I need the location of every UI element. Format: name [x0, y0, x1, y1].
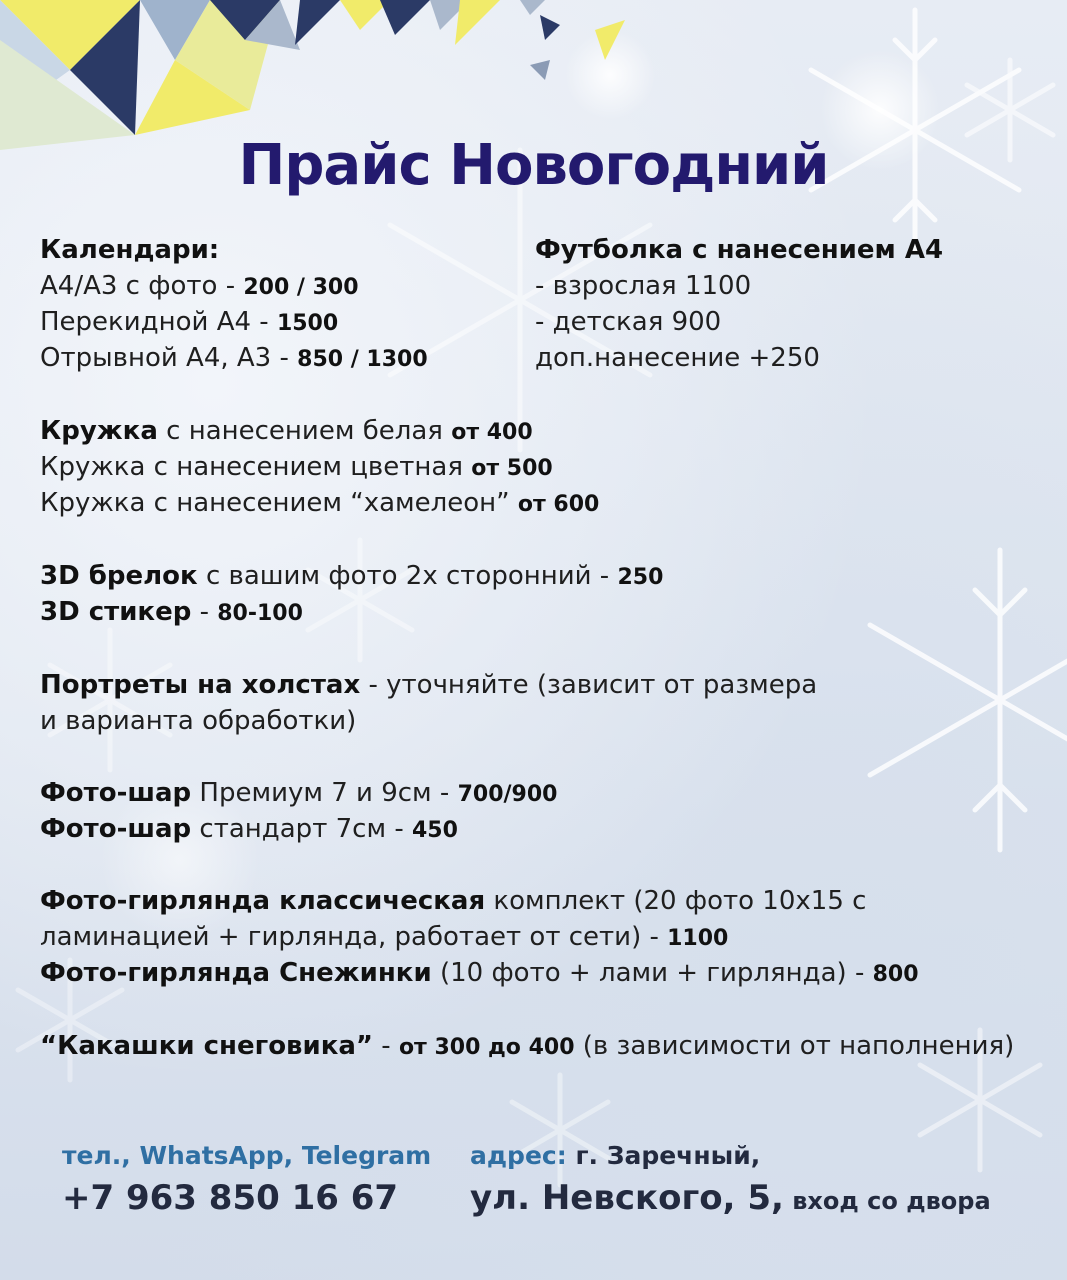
row-bold: 3D стикер [40, 597, 192, 627]
snowman-row [40, 1028, 1014, 1066]
row-text: ламинацией + гирлянда, работает от сети) - [40, 922, 668, 952]
tshirt-heading-text: Футболка с нанесением А4 [535, 235, 944, 265]
row-text-tail: (в зависимости от наполнения) [574, 1031, 1015, 1061]
row-bold: Кружка [40, 416, 158, 446]
row-bold: Фото-гирлянда классическая [40, 886, 486, 916]
calendar-a4-a3-row [40, 268, 359, 306]
calendar-tearoff-row [40, 340, 428, 378]
row-text: Премиум 7 и 9см - [191, 778, 458, 808]
row-bold: “Какашки снеговика” [40, 1031, 374, 1061]
row-price: 80-100 [217, 601, 303, 626]
address-line-1 [470, 1141, 760, 1170]
row-text: - уточняйте (зависит от размера [360, 670, 818, 700]
row-price: 800 [872, 962, 919, 987]
row-price: 700/900 [457, 782, 558, 807]
row-bold: 3D брелок [40, 561, 198, 591]
garland-snowflake-row [40, 955, 919, 993]
tshirt-extra-row: доп.нанесение +250 [535, 343, 820, 373]
page-title: Прайс Новогодний [238, 133, 829, 198]
row-price: 1100 [667, 926, 729, 951]
garland-classic-row [40, 883, 866, 919]
tshirt-adult-row: - взрослая 1100 [535, 271, 752, 301]
row-price: от 500 [471, 456, 553, 481]
row-text: (10 фото + лами + гирлянда) - [431, 958, 873, 988]
sticker-row [40, 594, 303, 632]
row-bold: Фото-гирлянда Снежинки [40, 958, 432, 988]
row-price: 1500 [276, 311, 339, 336]
row-text: комплект (20 фото 10х15 с [485, 886, 867, 916]
address-city: г. Заречный, [566, 1141, 761, 1170]
address-line-2 [470, 1178, 991, 1218]
row-text: А4/А3 с фото - [40, 271, 244, 301]
tshirt-kids-row: - детская 900 [535, 307, 722, 337]
address-street: ул. Невского, 5, [470, 1178, 784, 1218]
address-label: адрес: [470, 1141, 567, 1170]
portraits-row [40, 667, 817, 703]
row-price: от 600 [517, 492, 600, 517]
calendars-heading [40, 232, 219, 268]
row-bold: Фото-шар [40, 814, 192, 844]
keychain-row [40, 558, 663, 596]
calendar-flip-row [40, 304, 338, 342]
row-text: Кружка с нанесением цветная [40, 452, 472, 482]
row-text: Отрывной А4, А3 - [40, 343, 298, 373]
row-text: Перекидной А4 - [40, 307, 277, 337]
mug-white-row [40, 413, 533, 451]
garland-classic-row-continued [40, 919, 728, 957]
calendars-heading-text: Календари: [40, 235, 220, 265]
row-text: с вашим фото 2х сторонний - [197, 561, 618, 591]
row-price: 250 [617, 565, 664, 590]
row-text: с нанесением белая [157, 416, 452, 446]
row-text: стандарт 7см - [191, 814, 412, 844]
row-price: 200 / 300 [243, 275, 359, 300]
mug-color-row [40, 449, 553, 487]
mug-chameleon-row [40, 485, 599, 523]
row-text: - [191, 597, 218, 627]
row-bold: Портреты на холстах [40, 670, 361, 700]
tshirt-heading [535, 232, 943, 268]
row-price: от 300 до 400 [398, 1035, 575, 1060]
row-price: от 400 [451, 420, 533, 445]
address-note: вход со двора [783, 1187, 991, 1215]
phone-number[interactable]: +7 963 850 16 67 [62, 1178, 399, 1218]
portraits-row-continued: и варианта обработки) [40, 706, 357, 736]
row-bold: Фото-шар [40, 778, 192, 808]
row-price: 850 / 1300 [297, 347, 428, 372]
phone-label: тел., WhatsApp, Telegram [62, 1141, 432, 1170]
row-text: Кружка с нанесением “хамелеон” [40, 488, 518, 518]
photo-ball-premium-row [40, 775, 557, 813]
row-price: 450 [411, 818, 458, 843]
row-text: - [373, 1031, 399, 1061]
photo-ball-standard-row [40, 811, 458, 849]
